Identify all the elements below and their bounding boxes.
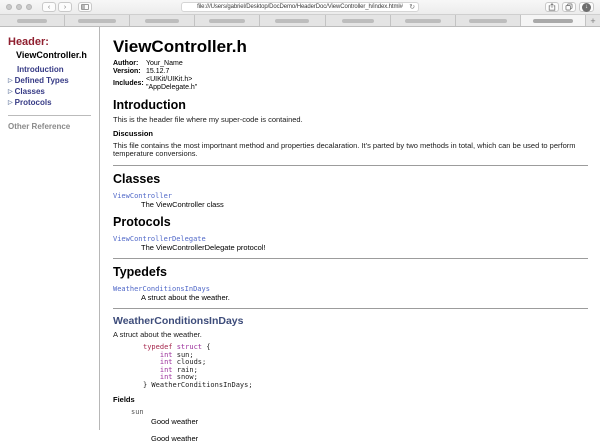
traffic-light-close[interactable] <box>6 4 12 10</box>
section-divider <box>113 308 588 309</box>
tab[interactable] <box>326 15 391 26</box>
sidebar-item-protocols[interactable] <box>8 97 95 108</box>
tab[interactable] <box>521 15 586 26</box>
typedef-desc: A struct about the weather. <box>141 292 230 302</box>
disclosure-triangle-icon[interactable]: ▷ <box>8 99 13 106</box>
field-name: sun <box>131 408 144 416</box>
sidebar-item-introduction[interactable] <box>8 64 95 75</box>
traffic-lights <box>6 4 32 10</box>
url-field[interactable] <box>181 2 419 12</box>
class-link-viewcontroller[interactable]: ViewController <box>113 191 173 200</box>
protocols-heading: Protocols <box>113 214 171 229</box>
tabs-icon <box>565 3 573 11</box>
tab-title-blur <box>405 19 441 23</box>
sidebar-toggle-button[interactable] <box>78 2 92 12</box>
disclosure-triangle-icon[interactable]: ▷ <box>8 77 13 84</box>
share-button[interactable] <box>545 2 559 12</box>
downloads-icon: ↓ <box>582 3 591 12</box>
tab[interactable] <box>130 15 195 26</box>
typedef-abstract: A struct about the weather. <box>113 329 202 339</box>
tab[interactable] <box>391 15 456 26</box>
toc-header-title: ViewController.h <box>16 50 87 60</box>
introduction-text: This is the header file where my super-code is contained. <box>113 115 303 124</box>
field-desc: Good weather <box>151 417 199 426</box>
other-reference-label: Other Reference <box>8 122 71 131</box>
nav-buttons <box>42 2 72 12</box>
share-icon <box>548 3 556 11</box>
forward-icon: › <box>63 3 67 11</box>
declaration-code: typedef struct { int sun; int clouds; int rain; int snow; } WeatherConditionsInDays; <box>143 343 253 389</box>
sidebar-panel-icon <box>81 4 89 10</box>
reload-icon[interactable]: ↻ <box>409 3 415 11</box>
forward-button[interactable] <box>58 2 72 12</box>
field-descs <box>113 418 588 443</box>
toc-header-label: Header: <box>8 36 49 48</box>
tab[interactable] <box>195 15 260 26</box>
sidebar-item-classes[interactable] <box>8 86 95 97</box>
url-text: file:///Users/gabriel/Desktop/DocDemo/HeaderDoc/ViewController_h/index.html# <box>197 4 403 10</box>
new-tab-button[interactable]: + <box>586 15 600 26</box>
toc-sidebar <box>0 27 100 430</box>
classes-heading: Classes <box>113 171 161 186</box>
meta-value: 15.12.7 <box>146 68 170 75</box>
doc-content <box>100 27 600 443</box>
back-icon: ‹ <box>47 3 51 11</box>
disclosure-triangle-icon[interactable]: ▷ <box>8 88 13 95</box>
field-desc: Good weather <box>151 434 199 443</box>
fields-heading: Fields <box>113 395 135 404</box>
tab-bar <box>0 15 600 27</box>
page-body <box>0 27 600 443</box>
toolbar-left <box>6 2 181 12</box>
sidebar-item-label: Protocols <box>14 98 52 107</box>
meta-label: Version: <box>113 68 141 75</box>
discussion-text: This file contains the most importnant method and properties decalaration. It's parted by two methods in total, which can be used to perform temperature conversions. <box>113 140 576 158</box>
protocol-desc: The ViewControllerDelegate protocol! <box>141 242 266 252</box>
meta-label: Includes: <box>113 80 144 87</box>
section-divider <box>113 258 588 259</box>
tab-title-blur <box>78 19 116 23</box>
tab-title-blur <box>342 19 374 23</box>
section-divider <box>113 165 588 166</box>
class-desc: The ViewController class <box>141 199 224 209</box>
tab-title-blur <box>209 19 245 23</box>
meta-value: <UIKit/UIKit.h> "AppDelegate.h" <box>146 76 198 91</box>
traffic-light-zoom[interactable] <box>26 4 32 10</box>
sidebar-divider <box>8 115 91 116</box>
discussion-heading: Discussion <box>113 128 154 138</box>
sidebar-item-defined-types[interactable] <box>8 75 95 86</box>
tab-overview-button[interactable] <box>562 2 576 12</box>
typedef-link-weatherconditionsindays[interactable]: WeatherConditionsInDays <box>113 284 210 293</box>
typedefs-heading: Typedefs <box>113 264 167 279</box>
tab[interactable] <box>0 15 65 26</box>
sidebar-item-label: Classes <box>14 87 45 96</box>
sidebar-toc <box>8 64 95 108</box>
protocol-link-viewcontrollerdelegate[interactable]: ViewControllerDelegate <box>113 234 206 243</box>
tab-title-blur <box>533 19 573 23</box>
page-title: ViewController.h <box>113 37 247 56</box>
typedef-detail-heading: WeatherConditionsInDays <box>113 314 244 327</box>
traffic-light-minimize[interactable] <box>16 4 22 10</box>
meta-label: Author: <box>113 60 139 67</box>
meta-table <box>113 60 588 92</box>
tab-title-blur <box>145 19 179 23</box>
tab[interactable] <box>65 15 130 26</box>
tab-title-blur <box>275 19 309 23</box>
toolbar-right <box>419 2 594 12</box>
tab-title-blur <box>469 19 507 23</box>
back-button[interactable] <box>42 2 56 12</box>
meta-value: Your_Name <box>146 60 183 67</box>
introduction-heading: Introduction <box>113 98 186 112</box>
sidebar-item-label: Introduction <box>17 65 64 74</box>
tab[interactable] <box>456 15 521 26</box>
browser-toolbar <box>0 0 600 15</box>
tab[interactable] <box>260 15 325 26</box>
downloads-button[interactable] <box>579 2 594 12</box>
sidebar-item-label: Defined Types <box>14 76 69 85</box>
tab-title-blur <box>17 19 47 23</box>
